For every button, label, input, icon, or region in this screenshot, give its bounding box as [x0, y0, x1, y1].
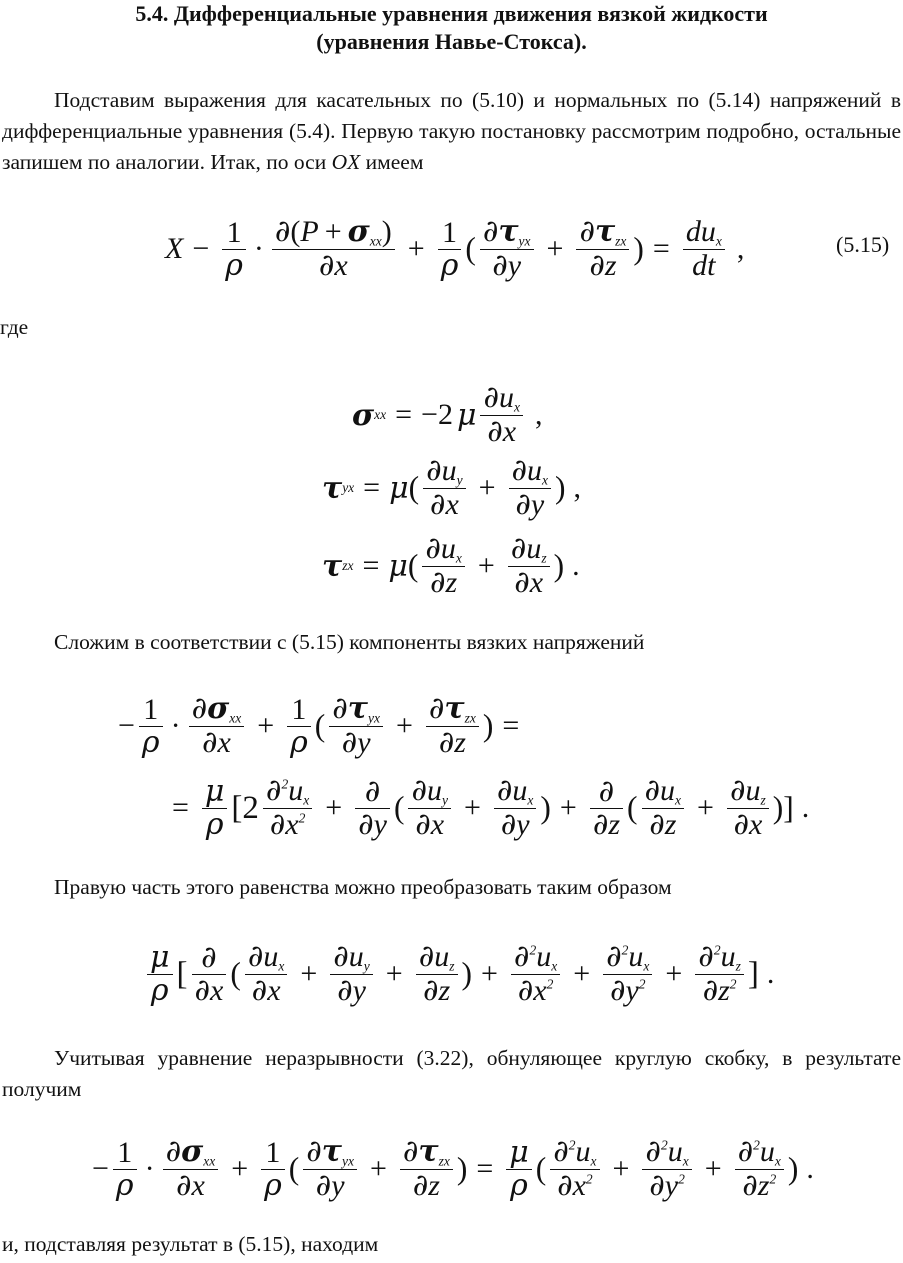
equation-number-5-15: (5.15): [836, 232, 890, 257]
equation-transformed: $\frac{\mu}{\rho}$ [ $\frac{\partial}{\partial x}$ ( $\frac{\partial u_x}{\partial x}$ + $\frac{\partial u_y}{\partial y}$ + $\frac{\partial u_z}{\partial z}$ ) + $\frac{\partial^2u_x}{\partial x^2}$ + $\frac{\partial^2u_x}{\partial y^2}$ + $\frac{\partial^2u_z}{\partial z^2}$ ] .: [143, 935, 774, 1013]
section-title-line-2: (уравнения Навье-Стокса).: [316, 29, 587, 54]
equation-tau-zx: τ zx = μ ( $\frac{\partial u_x}{\partial z}$ + $\frac{\partial u_z}{\partial x}$ ) .: [322, 531, 580, 601]
paragraph-intro-text: Подставим выражения для касательных по (5.10) и нормальных по (5.14) напряжений в дифференциальные уравнения (5.4). Первую такую постановку рассмотрим подробно, остальные запишем по аналогии. Итак, по оси: [2, 88, 901, 174]
equation-viscous-sum-rhs: = $\frac{\mu}{\rho}$ [2 $\frac{\partial^2u_x}{\partial x^2}$ + $\frac{\partial}{\partial y}$ ( $\frac{\partial u_y}{\partial x}$ + $\frac{\partial u_x}{\partial y}$ ) + $\frac{\partial}{\partial z}$ ( $\frac{\partial u_x}{\partial z}$ + $\frac{\partial u_z}{\partial x}$ )] .: [172, 773, 810, 843]
word-gde: где: [0, 315, 29, 339]
axis-label: OX: [331, 150, 361, 174]
paragraph-transform: Правую часть этого равенства можно преобразовать таким образом: [54, 875, 672, 899]
paragraph-intro: [2, 85, 901, 178]
paragraph-substitute: и, подставляя результат в (5.15), находим: [2, 1232, 379, 1256]
paragraph-continuity: Учитывая уравнение неразрывности (3.22), обнуляющее круглую скобку, в результате получим: [2, 1046, 901, 1101]
paragraph-sum-components: Сложим в соответствии с (5.15) компоненты вязких напряжений: [54, 630, 645, 654]
section-title-line-1: 5.4. Дифференциальные уравнения движения вязкой жидкости: [135, 1, 768, 26]
equation-sigma-xx: σ xx = −2 μ $\frac{\partial u_x}{\partial x}$ ,: [352, 380, 543, 450]
equation-5-15: X − $\frac{1}{\rho}$ · $\frac{\partial(P + \sigma_{xx})}{\partial x}$ + $\frac{1}{\rho}$ ( $\frac{\partial\tau_{yx}}{\partial y}$ + $\frac{\partial\tau_{zx}}{\partial z}$ ) = $\frac{du_x}{dt}$ ,: [165, 214, 745, 284]
equation-final: − $\frac{1}{\rho}$ · $\frac{\partial\sigma_{xx}}{\partial x}$ + $\frac{1}{\rho}$ ( $\frac{\partial\tau_{yx}}{\partial y}$ + $\frac{\partial\tau_{zx}}{\partial z}$ ) = $\frac{\mu}{\rho}$ ( $\frac{\partial^2u_x}{\partial x^2}$ + $\frac{\partial^2u_x}{\partial y^2}$ + $\frac{\partial^2u_x}{\partial z^2}$ ) .: [92, 1134, 814, 1204]
paragraph-intro-end: имеем: [365, 150, 424, 174]
equation-viscous-sum-lhs: − $\frac{1}{\rho}$ · $\frac{\partial\sigma_{xx}}{\partial x}$ + $\frac{1}{\rho}$ ( $\frac{\partial\tau_{yx}}{\partial y}$ + $\frac{\partial\tau_{zx}}{\partial z}$ ) =: [118, 691, 520, 761]
equation-tau-yx: τ yx = μ ( $\frac{\partial u_y}{\partial x}$ + $\frac{\partial u_x}{\partial y}$ ) ,: [322, 453, 582, 523]
